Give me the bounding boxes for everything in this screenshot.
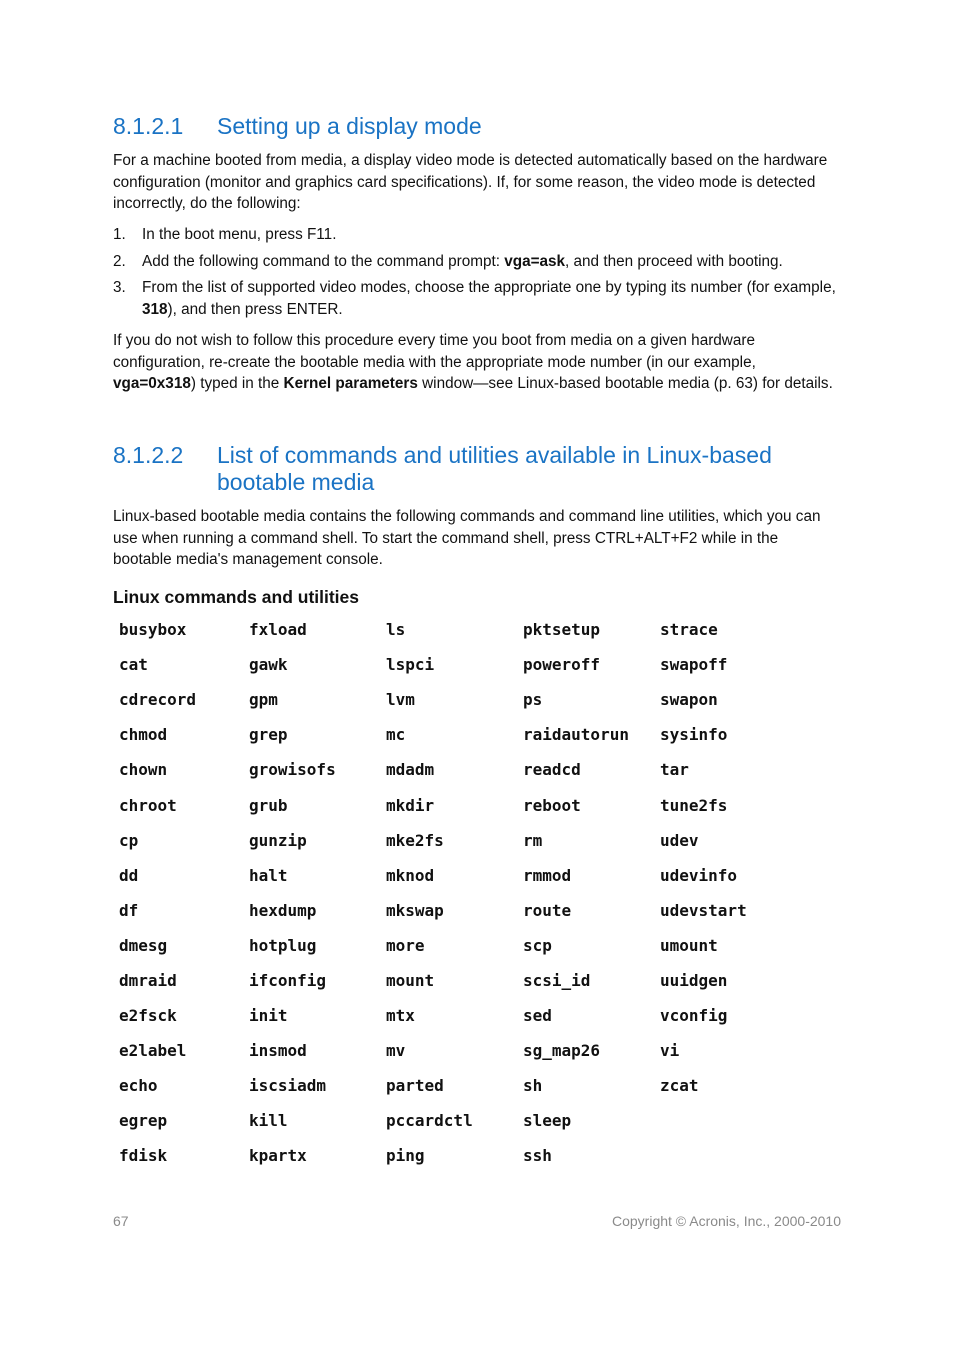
- step-number: 1.: [113, 226, 126, 243]
- command-cell: dmesg: [119, 935, 168, 955]
- command-cell: mke2fs: [386, 830, 444, 850]
- command-cell: busybox: [119, 620, 187, 640]
- commands-subheading: Linux commands and utilities: [113, 587, 360, 607]
- command-cell: strace: [660, 620, 718, 640]
- command-cell: mv: [386, 1041, 406, 1061]
- command-cell: tune2fs: [660, 795, 728, 815]
- step-text-after: , and then proceed with booting.: [565, 252, 783, 270]
- outro-bold-kernel: Kernel parameters: [283, 375, 418, 392]
- command-cell: parted: [386, 1076, 444, 1096]
- copyright: Copyright © Acronis, Inc., 2000-2010: [612, 1213, 841, 1229]
- step-bold: 318: [142, 300, 168, 318]
- table-row: [113, 647, 800, 682]
- commands-intro: Linux-based bootable media contains the following commands and command line utilities, which you can use when running a command shell. To start the command shell, press CTRL+ALT+F2 while in the bootable media's management console.: [113, 508, 821, 568]
- table-row: [113, 823, 800, 858]
- command-cell: [654, 1103, 800, 1138]
- command-cell: fxload: [249, 620, 307, 640]
- command-cell: swapoff: [660, 655, 728, 675]
- table-row: [113, 682, 800, 717]
- command-cell: vconfig: [660, 1006, 728, 1026]
- command-cell: ps: [523, 690, 543, 710]
- section-title: Setting up a display mode: [217, 113, 482, 139]
- command-cell: fdisk: [119, 1146, 168, 1166]
- table-row: [113, 893, 800, 928]
- command-cell: sh: [523, 1076, 543, 1096]
- table-row: [113, 787, 800, 822]
- command-cell: swapon: [660, 690, 718, 710]
- section-number: 8.1.2.2: [113, 442, 184, 468]
- command-cell: lspci: [386, 655, 435, 675]
- command-cell: umount: [660, 935, 718, 955]
- command-cell: mtx: [386, 1006, 415, 1026]
- step-text: From the list of supported video modes, choose the appropriate one by typing its number (for example,: [142, 279, 836, 296]
- table-row: [113, 1103, 800, 1138]
- command-cell: rm: [523, 830, 543, 850]
- command-cell: growisofs: [249, 760, 336, 780]
- command-cell: lvm: [386, 690, 415, 710]
- table-row: [113, 1138, 800, 1173]
- command-cell: hexdump: [249, 900, 317, 920]
- command-cell: rmmod: [523, 865, 572, 885]
- outro-text: If you do not wish to follow this procedure every time you boot from media on a given hardware configuration, re-create the bootable media with the appropriate mode number (in our example,: [113, 332, 756, 371]
- table-row: [113, 1033, 800, 1068]
- step-number: 2.: [113, 252, 126, 270]
- command-cell: insmod: [249, 1041, 307, 1061]
- command-cell: route: [523, 900, 572, 920]
- command-cell: vi: [660, 1041, 680, 1061]
- command-cell: tar: [660, 760, 689, 780]
- command-cell: sleep: [523, 1111, 572, 1131]
- command-cell: zcat: [660, 1076, 699, 1096]
- command-cell: cat: [119, 655, 148, 675]
- command-cell: gpm: [249, 690, 278, 710]
- command-cell: mdadm: [386, 760, 435, 780]
- command-cell: dd: [119, 865, 139, 885]
- command-cell: grub: [249, 795, 288, 815]
- table-row: [113, 612, 800, 647]
- step-text-after: ), and then press ENTER.: [167, 300, 343, 318]
- command-cell: more: [386, 935, 425, 955]
- outro-text: window—see Linux-based bootable media (p. 63) for details.: [417, 375, 833, 392]
- command-cell: ssh: [523, 1146, 552, 1166]
- command-cell: egrep: [119, 1111, 168, 1131]
- command-cell: mc: [386, 725, 406, 745]
- table-row: [113, 752, 800, 787]
- command-cell: ifconfig: [249, 970, 327, 990]
- command-cell: init: [249, 1006, 288, 1026]
- section-title: List of commands and utilities available in Linux-based bootable media: [217, 442, 772, 495]
- command-cell: chroot: [119, 795, 177, 815]
- command-cell: gawk: [249, 655, 288, 675]
- commands-table: [113, 612, 800, 1174]
- command-cell: echo: [119, 1076, 158, 1096]
- command-cell: mkdir: [386, 795, 435, 815]
- command-cell: [654, 1138, 800, 1173]
- list-item: [113, 224, 841, 246]
- table-row: [113, 717, 800, 752]
- table-row: [113, 1068, 800, 1103]
- command-cell: e2label: [119, 1041, 187, 1061]
- command-cell: halt: [249, 865, 288, 885]
- outro-text: ) typed in the: [190, 375, 284, 392]
- command-cell: reboot: [523, 795, 581, 815]
- command-cell: udev: [660, 830, 699, 850]
- command-cell: mknod: [386, 865, 435, 885]
- list-item: [113, 277, 841, 320]
- outro-bold-mode: vga=0x318: [113, 375, 191, 392]
- command-cell: gunzip: [249, 830, 307, 850]
- command-cell: sysinfo: [660, 725, 728, 745]
- display-mode-intro: For a machine booted from media, a display video mode is detected automatically based on the hardware configuration (monitor and graphics card specifications). If, for some reason, the video mode is detected incorrectly, do the following:: [113, 152, 828, 212]
- page-number: 67: [113, 1213, 129, 1229]
- command-cell: hotplug: [249, 935, 317, 955]
- command-cell: scp: [523, 935, 552, 955]
- step-text: In the boot menu, press F11.: [142, 226, 337, 243]
- command-cell: raidautorun: [523, 725, 629, 745]
- command-cell: sed: [523, 1006, 552, 1026]
- steps-list: [113, 224, 841, 320]
- command-cell: readcd: [523, 760, 581, 780]
- table-row: [113, 998, 800, 1033]
- list-item: [113, 251, 841, 273]
- command-cell: iscsiadm: [249, 1076, 327, 1096]
- step-text: Add the following command to the command prompt:: [142, 252, 505, 270]
- table-row: [113, 963, 800, 998]
- command-cell: udevstart: [660, 900, 747, 920]
- command-cell: e2fsck: [119, 1006, 177, 1026]
- command-cell: poweroff: [523, 655, 601, 675]
- command-cell: kpartx: [249, 1146, 307, 1166]
- command-cell: grep: [249, 725, 288, 745]
- display-mode-outro: [113, 330, 841, 395]
- section-number: 8.1.2.1: [113, 113, 184, 139]
- command-cell: pccardctl: [386, 1111, 473, 1131]
- step-bold: vga=ask: [504, 252, 566, 270]
- command-cell: mount: [386, 970, 435, 990]
- command-cell: scsi_id: [523, 970, 591, 990]
- command-cell: cdrecord: [119, 690, 197, 710]
- command-cell: pktsetup: [523, 620, 601, 640]
- command-cell: kill: [249, 1111, 288, 1131]
- table-row: [113, 928, 800, 963]
- command-cell: dmraid: [119, 970, 177, 990]
- command-cell: udevinfo: [660, 865, 738, 885]
- command-cell: sg_map26: [523, 1041, 601, 1061]
- command-cell: cp: [119, 830, 139, 850]
- step-number: 3.: [113, 279, 126, 296]
- command-cell: ls: [386, 620, 406, 640]
- command-cell: uuidgen: [660, 970, 728, 990]
- command-cell: mkswap: [386, 900, 444, 920]
- table-row: [113, 858, 800, 893]
- command-cell: chmod: [119, 725, 168, 745]
- command-cell: ping: [386, 1146, 425, 1166]
- command-cell: df: [119, 900, 139, 920]
- command-cell: chown: [119, 760, 168, 780]
